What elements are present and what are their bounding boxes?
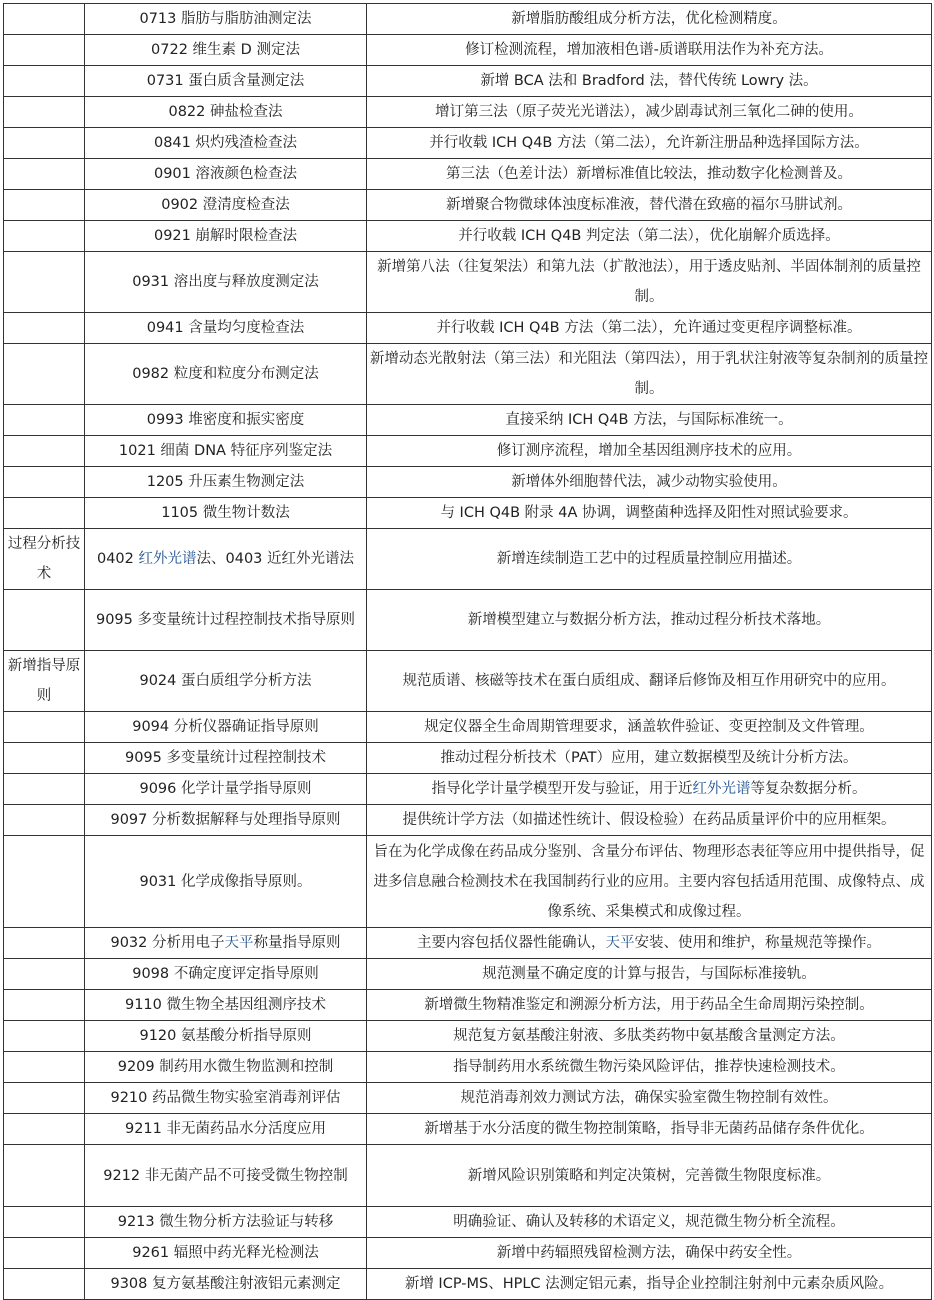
category-cell — [4, 743, 85, 774]
method-cell: 0902 澄清度检查法 — [85, 190, 367, 221]
description-cell: 提供统计学方法（如描述性统计、假设检验）在药品质量评价中的应用框架。 — [367, 805, 932, 836]
table-row — [4, 35, 932, 66]
table-row — [4, 529, 932, 590]
method-cell: 9212 非无菌产品不可接受微生物控制 — [85, 1145, 367, 1207]
table-row — [4, 344, 932, 405]
method-cell: 9211 非无菌药品水分活度应用 — [85, 1114, 367, 1145]
method-cell: 9098 不确定度评定指导原则 — [85, 959, 367, 990]
method-text: 法、0403 近红外光谱法 — [196, 551, 355, 567]
table-row — [4, 1145, 932, 1207]
category-cell — [4, 1207, 85, 1238]
method-cell: 1105 微生物计数法 — [85, 498, 367, 529]
category-cell: 过程分析技术 — [4, 529, 85, 590]
table-row — [4, 1207, 932, 1238]
method-cell: 0993 堆密度和振实密度 — [85, 405, 367, 436]
category-cell — [4, 35, 85, 66]
table-row — [4, 805, 932, 836]
table-row — [4, 743, 932, 774]
table-row — [4, 774, 932, 805]
method-cell — [85, 529, 367, 590]
category-cell — [4, 836, 85, 928]
description-cell: 新增 ICP-MS、HPLC 法测定铝元素，指导企业控制注射剂中元素杂质风险。 — [367, 1269, 932, 1300]
description-cell: 新增微生物精准鉴定和溯源分析方法，用于药品全生命周期污染控制。 — [367, 990, 932, 1021]
category-cell — [4, 774, 85, 805]
description-cell: 新增动态光散射法（第三法）和光阻法（第四法），用于乳状注射液等复杂制剂的质量控制。 — [367, 344, 932, 405]
table-row — [4, 66, 932, 97]
description-cell: 规范质谱、核磁等技术在蛋白质组成、翻译后修饰及相互作用研究中的应用。 — [367, 651, 932, 712]
description-cell: 新增脂肪酸组成分析方法，优化检测精度。 — [367, 4, 932, 35]
description-text: 指导化学计量学模型开发与验证，用于近 — [431, 781, 693, 797]
description-cell: 推动过程分析技术（PAT）应用，建立数据模型及统计分析方法。 — [367, 743, 932, 774]
table-row — [4, 651, 932, 712]
category-cell — [4, 252, 85, 313]
method-text: 称量指导原则 — [253, 935, 341, 951]
description-cell: 规范消毒剂效力测试方法，确保实验室微生物控制有效性。 — [367, 1083, 932, 1114]
table-row — [4, 313, 932, 344]
method-cell: 0822 砷盐检查法 — [85, 97, 367, 128]
category-cell — [4, 4, 85, 35]
table-row — [4, 712, 932, 743]
table-row — [4, 1269, 932, 1300]
description-cell: 新增模型建立与数据分析方法，推动过程分析技术落地。 — [367, 590, 932, 651]
description-cell: 规范测量不确定度的计算与报告，与国际标准接轨。 — [367, 959, 932, 990]
method-cell: 1205 升压素生物测定法 — [85, 467, 367, 498]
table-row — [4, 467, 932, 498]
method-cell: 9210 药品微生物实验室消毒剂评估 — [85, 1083, 367, 1114]
description-cell: 与 ICH Q4B 附录 4A 协调，调整菌种选择及阳性对照试验要求。 — [367, 498, 932, 529]
table-row — [4, 405, 932, 436]
category-cell — [4, 405, 85, 436]
description-cell: 修订检测流程，增加液相色谱-质谱联用法作为补充方法。 — [367, 35, 932, 66]
table-row — [4, 1021, 932, 1052]
method-text: 0402 — [96, 551, 139, 567]
category-cell — [4, 1114, 85, 1145]
description-cell: 增订第三法（原子荧光光谱法），减少剧毒试剂三氧化二砷的使用。 — [367, 97, 932, 128]
table-row — [4, 190, 932, 221]
table-row — [4, 4, 932, 35]
table-row — [4, 1238, 932, 1269]
method-cell: 0713 脂肪与脂肪油测定法 — [85, 4, 367, 35]
methods-table — [3, 3, 932, 1300]
method-cell: 9209 制药用水微生物监测和控制 — [85, 1052, 367, 1083]
table-row — [4, 221, 932, 252]
table-row — [4, 128, 932, 159]
category-cell: 新增指导原则 — [4, 651, 85, 712]
method-cell: 0841 炽灼残渣检查法 — [85, 128, 367, 159]
method-cell: 0941 含量均匀度检查法 — [85, 313, 367, 344]
category-cell — [4, 712, 85, 743]
method-cell: 9031 化学成像指导原则。 — [85, 836, 367, 928]
method-cell: 0731 蛋白质含量测定法 — [85, 66, 367, 97]
description-cell: 新增聚合物微球体浊度标准液，替代潜在致癌的福尔马肼试剂。 — [367, 190, 932, 221]
infrared-spectrum-link[interactable]: 红外光谱 — [692, 781, 751, 797]
balance-link[interactable]: 天平 — [224, 935, 254, 951]
category-cell — [4, 436, 85, 467]
method-cell: 0921 崩解时限检查法 — [85, 221, 367, 252]
balance-link[interactable]: 天平 — [605, 935, 635, 951]
description-text: 安装、使用和维护，称量规范等操作。 — [634, 935, 881, 951]
category-cell — [4, 959, 85, 990]
description-cell: 新增风险识别策略和判定决策树，完善微生物限度标准。 — [367, 1145, 932, 1207]
category-cell — [4, 590, 85, 651]
category-cell — [4, 1269, 85, 1300]
table-row — [4, 1052, 932, 1083]
category-cell — [4, 1238, 85, 1269]
category-cell — [4, 1083, 85, 1114]
category-cell — [4, 805, 85, 836]
method-text: 9032 分析用电子 — [110, 935, 225, 951]
category-cell — [4, 1052, 85, 1083]
description-cell: 新增体外细胞替代法，减少动物实验使用。 — [367, 467, 932, 498]
category-cell — [4, 344, 85, 405]
description-text: 主要内容包括仪器性能确认， — [417, 935, 606, 951]
table-row — [4, 928, 932, 959]
method-cell: 9096 化学计量学指导原则 — [85, 774, 367, 805]
description-cell: 明确验证、确认及转移的术语定义，规范微生物分析全流程。 — [367, 1207, 932, 1238]
category-cell — [4, 1145, 85, 1207]
description-cell: 指导制药用水系统微生物污染风险评估，推荐快速检测技术。 — [367, 1052, 932, 1083]
description-cell: 新增连续制造工艺中的过程质量控制应用描述。 — [367, 529, 932, 590]
table-row — [4, 1083, 932, 1114]
table-row — [4, 97, 932, 128]
method-cell: 9110 微生物全基因组测序技术 — [85, 990, 367, 1021]
description-cell: 新增 BCA 法和 Bradford 法，替代传统 Lowry 法。 — [367, 66, 932, 97]
description-cell: 规定仪器全生命周期管理要求，涵盖软件验证、变更控制及文件管理。 — [367, 712, 932, 743]
table-row — [4, 590, 932, 651]
table-row — [4, 990, 932, 1021]
category-cell — [4, 221, 85, 252]
category-cell — [4, 66, 85, 97]
description-cell: 并行收载 ICH Q4B 判定法（第二法），优化崩解介质选择。 — [367, 221, 932, 252]
description-cell: 旨在为化学成像在药品成分鉴别、含量分布评估、物理形态表征等应用中提供指导，促进多信息融合检测技术在我国制药行业的应用。主要内容包括适用范围、成像特点、成像系统、采集模式和成像过程。 — [367, 836, 932, 928]
category-cell — [4, 498, 85, 529]
category-cell — [4, 313, 85, 344]
method-cell: 0931 溶出度与释放度测定法 — [85, 252, 367, 313]
method-cell: 9095 多变量统计过程控制技术指导原则 — [85, 590, 367, 651]
method-cell: 0982 粒度和粒度分布测定法 — [85, 344, 367, 405]
category-cell — [4, 928, 85, 959]
description-cell: 新增基于水分活度的微生物控制策略，指导非无菌药品储存条件优化。 — [367, 1114, 932, 1145]
method-cell: 9261 辐照中药光释光检测法 — [85, 1238, 367, 1269]
method-cell — [85, 928, 367, 959]
description-cell: 直接采纳 ICH Q4B 方法，与国际标准统一。 — [367, 405, 932, 436]
description-cell: 并行收载 ICH Q4B 方法（第二法），允许通过变更程序调整标准。 — [367, 313, 932, 344]
category-cell — [4, 990, 85, 1021]
method-cell: 9308 复方氨基酸注射液铝元素测定 — [85, 1269, 367, 1300]
table-row — [4, 252, 932, 313]
infrared-spectrum-link[interactable]: 红外光谱 — [138, 551, 197, 567]
table-row — [4, 436, 932, 467]
table-row — [4, 498, 932, 529]
table-row — [4, 1114, 932, 1145]
description-cell — [367, 774, 932, 805]
method-cell: 1021 细菌 DNA 特征序列鉴定法 — [85, 436, 367, 467]
method-cell: 9120 氨基酸分析指导原则 — [85, 1021, 367, 1052]
table-row — [4, 836, 932, 928]
category-cell — [4, 467, 85, 498]
method-cell: 9094 分析仪器确证指导原则 — [85, 712, 367, 743]
method-cell: 9024 蛋白质组学分析方法 — [85, 651, 367, 712]
table-row — [4, 159, 932, 190]
category-cell — [4, 190, 85, 221]
description-cell: 修订测序流程，增加全基因组测序技术的应用。 — [367, 436, 932, 467]
category-cell — [4, 1021, 85, 1052]
method-cell: 0901 溶液颜色检查法 — [85, 159, 367, 190]
description-cell: 新增中药辐照残留检测方法，确保中药安全性。 — [367, 1238, 932, 1269]
category-cell — [4, 97, 85, 128]
description-cell: 第三法（色差计法）新增标准值比较法，推动数字化检测普及。 — [367, 159, 932, 190]
description-cell: 新增第八法（往复架法）和第九法（扩散池法），用于透皮贴剂、半固体制剂的质量控制。 — [367, 252, 932, 313]
method-cell: 9213 微生物分析方法验证与转移 — [85, 1207, 367, 1238]
description-cell: 并行收载 ICH Q4B 方法（第二法），允许新注册品种选择国际方法。 — [367, 128, 932, 159]
method-cell: 0722 维生素 D 测定法 — [85, 35, 367, 66]
description-text: 等复杂数据分析。 — [750, 781, 867, 797]
description-cell: 规范复方氨基酸注射液、多肽类药物中氨基酸含量测定方法。 — [367, 1021, 932, 1052]
category-cell — [4, 128, 85, 159]
category-cell — [4, 159, 85, 190]
description-cell — [367, 928, 932, 959]
method-cell: 9095 多变量统计过程控制技术 — [85, 743, 367, 774]
table-row — [4, 959, 932, 990]
method-cell: 9097 分析数据解释与处理指导原则 — [85, 805, 367, 836]
